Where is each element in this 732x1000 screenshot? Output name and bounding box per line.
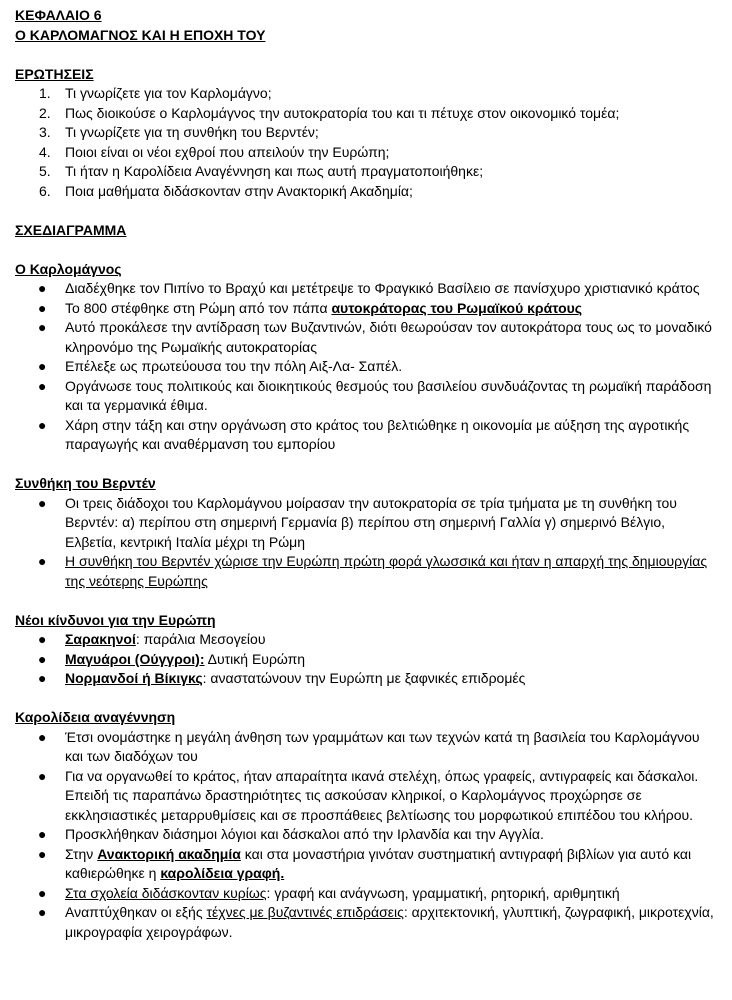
question-text: Τι ήταν η Καρολίδεια Αναγέννηση και πως αυτή πραγματοποιήθηκε; bbox=[65, 163, 484, 179]
question-number: 2. bbox=[39, 104, 51, 121]
renaissance-list bbox=[15, 728, 720, 943]
bullet-icon: ● bbox=[38, 358, 47, 374]
bullet-icon: ● bbox=[38, 299, 47, 316]
question-item bbox=[15, 123, 720, 143]
bullet-icon: ● bbox=[38, 494, 47, 511]
dangers-list bbox=[15, 630, 720, 689]
bullet-icon: ● bbox=[38, 377, 47, 394]
list-item: ● Η συνθήκη του Βερντέν χώρισε την Ευρώπη πρώτη φορά γλωσσικά και ήταν η απαρχή της δημιουργίας της νεότερης Ευρώπης bbox=[38, 553, 708, 589]
list-item: ● Νορμανδοί ή Βίκιγκς: αναστατώνουν την Ευρώπη με ξαφνικές επιδρομές bbox=[15, 669, 720, 689]
charlemagne-heading: Ο Καρλομάγνος bbox=[15, 260, 122, 277]
question-number: 3. bbox=[39, 124, 51, 140]
question-text: Τι γνωρίζετε για τη συνθήκη του Βερντέν; bbox=[65, 124, 319, 140]
list-item: ● Επέλεξε ως πρωτεύουσα του την πόλη Αιξ-Λα- Σαπέλ. bbox=[15, 357, 720, 377]
charlemagne-list bbox=[15, 279, 720, 455]
question-item bbox=[15, 182, 720, 202]
outline-heading: ΣΧΕΔΙΑΓΡΑΜΜΑ bbox=[15, 221, 127, 238]
question-item bbox=[15, 84, 720, 104]
verdun-list bbox=[15, 494, 720, 592]
emphasis-text: Ανακτορική ακαδημία bbox=[97, 845, 241, 862]
bullet-icon: ● bbox=[38, 904, 47, 920]
question-item bbox=[15, 143, 720, 163]
emphasis-text: καρολίδεια γραφή. bbox=[160, 865, 285, 881]
bullet-icon: ● bbox=[38, 416, 47, 433]
list-item: ● Αναπτύχθηκαν οι εξής τέχνες με βυζαντινές επιδράσεις: αρχιτεκτονική, γλυπτική, ζωγραφική, μικροτεχνία, μικρογραφία χειρογράφων. bbox=[38, 904, 714, 940]
list-item: ● Μαγυάροι (Ούγγροι): Δυτική Ευρώπη bbox=[15, 650, 720, 670]
bullet-icon: ● bbox=[38, 826, 47, 842]
list-item: ● Το 800 στέφθηκε στη Ρώμη από τον πάπα αυτοκράτορας του Ρωμαϊκού κράτους bbox=[15, 299, 720, 319]
emphasis-text: αυτοκράτορας του Ρωμαϊκού κράτους bbox=[331, 299, 583, 316]
question-number: 4. bbox=[39, 143, 51, 160]
list-item: ● Έτσι ονομάστηκε η μεγάλη άνθηση των γραμμάτων και των τεχνών κατά τη βασιλεία του Καρλομάγνου και των διαδόχων του bbox=[38, 728, 700, 764]
bullet-icon: ● bbox=[38, 670, 47, 686]
questions-list bbox=[15, 84, 720, 201]
bullet-icon: ● bbox=[38, 728, 47, 745]
emphasis-text: Νορμανδοί ή Βίκιγκς bbox=[65, 670, 203, 686]
questions-heading: ΕΡΩΤΗΣΕΙΣ bbox=[15, 65, 94, 82]
question-number: 6. bbox=[39, 182, 51, 199]
emphasis-text: τέχνες με βυζαντινές επιδράσεις bbox=[206, 904, 404, 920]
emphasis-text: Μαγυάροι (Ούγγροι): bbox=[65, 650, 205, 667]
question-text: Πως διοικούσε ο Καρλομάγνος την αυτοκρατορία του και τι πέτυχε στον οικονομικό τομέα; bbox=[65, 104, 620, 121]
chapter-number: ΚΕΦΑΛΑΙΟ 6 bbox=[15, 7, 102, 23]
renaissance-heading: Καρολίδεια αναγέννηση bbox=[15, 709, 176, 725]
list-item: ● Αυτό προκάλεσε την αντίδραση των Βυζαντινών, διότι θεωρούσαν τον αυτοκράτορα τους ως το μοναδικό κληρονόμο της Ρωμαϊκής αυτοκρατορίας bbox=[38, 319, 712, 355]
bullet-icon: ● bbox=[38, 319, 47, 335]
list-item: ● Προσκλήθηκαν διάσημοι λόγιοι και δάσκαλοι από την Ιρλανδία και την Αγγλία. bbox=[15, 825, 720, 845]
list-item: ● Στα σχολεία διδάσκονταν κυρίως: γραφή και ανάγνωση, γραμματική, ρητορική, αριθμητική bbox=[15, 884, 720, 904]
list-item: ● Οργάνωσε τους πολιτικούς και διοικητικούς θεσμούς του βασιλείου συνδυάζοντας τη ρωμαϊκή παράδοση και τα γερμανικά έθιμα. bbox=[38, 377, 712, 413]
dangers-heading: Νέοι κίνδυνοι για την Ευρώπη bbox=[15, 611, 216, 628]
question-item bbox=[15, 104, 720, 124]
list-item: ● Στην Ανακτορική ακαδημία και στα μοναστήρια γινόταν συστηματική αντιγραφή βιβλίων για αυτό και καθιερώθηκε η καρολίδεια γραφή. bbox=[38, 845, 692, 881]
list-item: ● Διαδέχθηκε τον Πιπίνο το Βραχύ και μετέτρεψε το Φραγκικό Βασίλειο σε πανίσχυρο χριστιανικό κράτος bbox=[15, 279, 720, 299]
question-number: 5. bbox=[39, 163, 51, 179]
bullet-icon: ● bbox=[38, 553, 47, 569]
emphasis-text: Σαρακηνοί bbox=[65, 631, 136, 647]
emphasis-text: Στα σχολεία διδάσκονταν κυρίως bbox=[65, 884, 267, 901]
question-text: Ποια μαθήματα διδάσκονταν στην Ανακτορική Ακαδημία; bbox=[65, 182, 413, 199]
verdun-heading: Συνθήκη του Βερντέν bbox=[15, 475, 156, 491]
list-item: ● Σαρακηνοί: παράλια Μεσογείου bbox=[15, 630, 720, 650]
list-item: ● Οι τρεις διάδοχοι του Καρλομάγνου μοίρασαν την αυτοκρατορία σε τρία τμήματα με τη συνθήκη του Βερντέν: α) περίπου στη σημερινή Γερμανία β) περίπου στη σημερινή Γαλλία γ) σημερινό Βέλγιο, Ελβετία, κεντρική Ιταλία μέχρι τη Ρώμη bbox=[38, 494, 677, 550]
question-item bbox=[15, 162, 720, 182]
bullet-icon: ● bbox=[38, 767, 47, 784]
list-item: ● Για να οργανωθεί το κράτος, ήταν απαραίτητα ικανά στελέχη, όπως γραφείς, αντιγραφείς και δάσκαλοι. Επειδή τις παραπάνω δραστηριότητες τις ασκούσαν κληρικοί, ο Καρλομάγνος προχώρησε σε εκκλησιαστικές μεταρρυθμίσεις και σε προσπάθειες βελτίωσης του μορφωτικού επιπέδου του κλήρου. bbox=[38, 767, 699, 823]
chapter-title: Ο ΚΑΡΛΟΜΑΓΝΟΣ ΚΑΙ Η ΕΠΟΧΗ ΤΟΥ bbox=[15, 26, 266, 43]
bullet-icon: ● bbox=[38, 631, 47, 647]
bullet-icon: ● bbox=[38, 845, 47, 862]
question-text: Τι γνωρίζετε για τον Καρλομάγνο; bbox=[65, 85, 272, 101]
list-item: ● Χάρη στην τάξη και στην οργάνωση στο κράτος του βελτιώθηκε η οικονομία με αύξηση της αγροτικής παραγωγής και αναθέρμανση του εμπορίου bbox=[38, 416, 690, 452]
bullet-icon: ● bbox=[38, 650, 47, 667]
bullet-icon: ● bbox=[38, 884, 47, 901]
question-number: 1. bbox=[39, 85, 51, 101]
bullet-icon: ● bbox=[38, 280, 47, 296]
question-text: Ποιοι είναι οι νέοι εχθροί που απειλούν την Ευρώπη; bbox=[65, 143, 390, 160]
document-page bbox=[15, 6, 720, 942]
